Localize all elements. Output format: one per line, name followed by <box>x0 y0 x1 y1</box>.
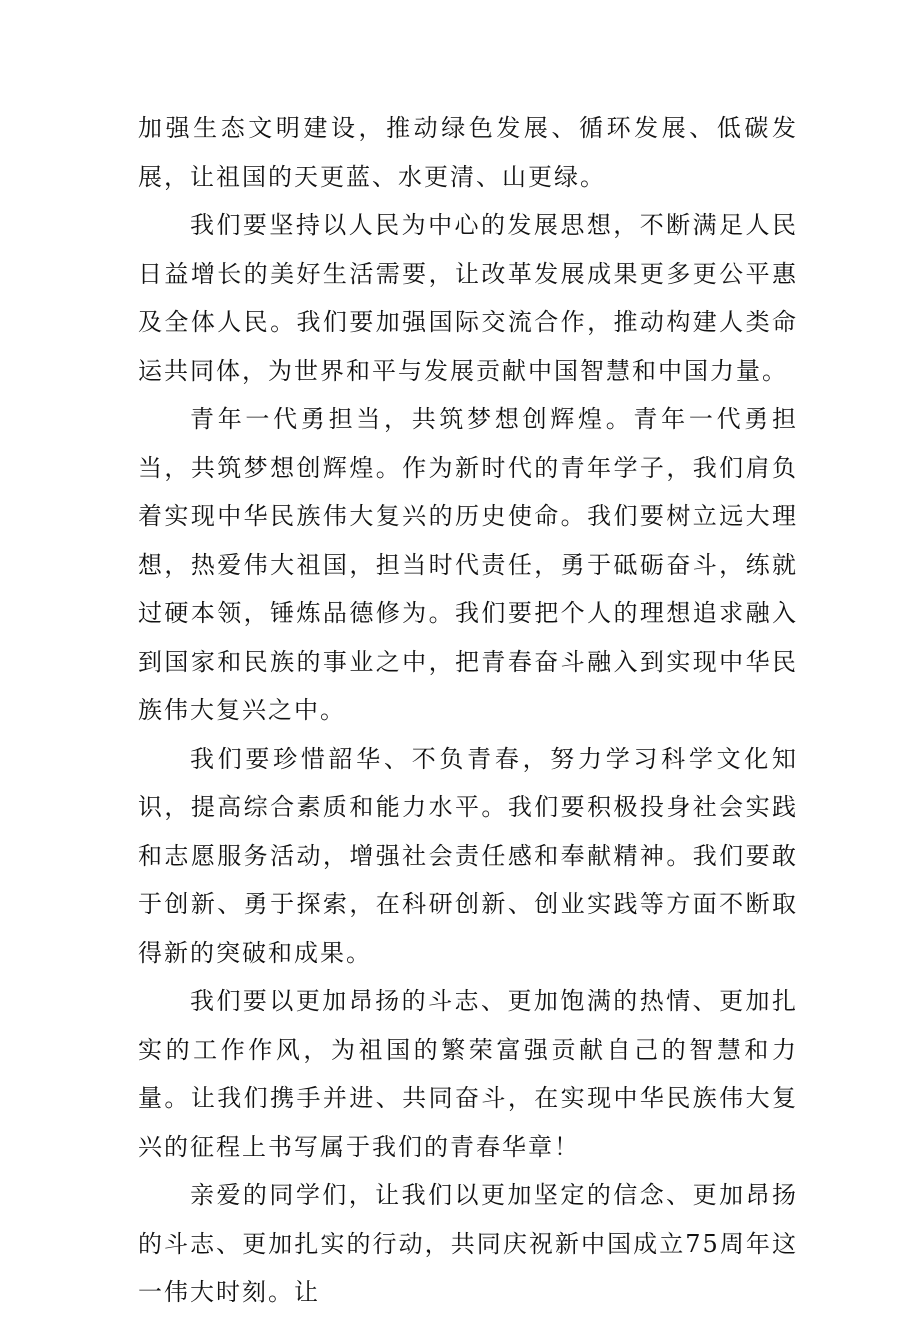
paragraph: 我们要坚持以人民为中心的发展思想，不断满足人民日益增长的美好生活需要，让改革发展成果更多更公平惠及全体人民。我们要加强国际交流合作，推动构建人类命运共同体，为世界和平与发展贡献中国智慧和中国力量。 <box>138 211 798 385</box>
paragraph: 我们要珍惜韶华、不负青春，努力学习科学文化知识，提高综合素质和能力水平。我们要积极投身社会实践和志愿服务活动，增强社会责任感和奉献精神。我们要敢于创新、勇于探索，在科研创新、创业实践等方面不断取得新的突破和成果。 <box>138 744 798 967</box>
document-body <box>138 104 798 1317</box>
paragraph: 亲爱的同学们，让我们以更加坚定的信念、更加昂扬的斗志、更加扎实的行动，共同庆祝新中国成立75周年这一伟大时刻。让 <box>138 1181 798 1306</box>
paragraph-continued: 加强生态文明建设，推动绿色发展、循环发展、低碳发展，让祖国的天更蓝、水更清、山更绿。 <box>138 114 798 191</box>
paragraph: 我们要以更加昂扬的斗志、更加饱满的热情、更加扎实的工作作风，为祖国的繁荣富强贡献自己的智慧和力量。让我们携手并进、共同奋斗，在实现中华民族伟大复兴的征程上书写属于我们的青春华章！ <box>138 987 798 1161</box>
paragraph: 青年一代勇担当，共筑梦想创辉煌。青年一代勇担当，共筑梦想创辉煌。作为新时代的青年学子，我们肩负着实现中华民族伟大复兴的历史使命。我们要树立远大理想，热爱伟大祖国，担当时代责任，勇于砥砺奋斗，练就过硬本领，锤炼品德修为。我们要把个人的理想追求融入到国家和民族的事业之中，把青春奋斗融入到实现中华民族伟大复兴之中。 <box>138 405 798 724</box>
